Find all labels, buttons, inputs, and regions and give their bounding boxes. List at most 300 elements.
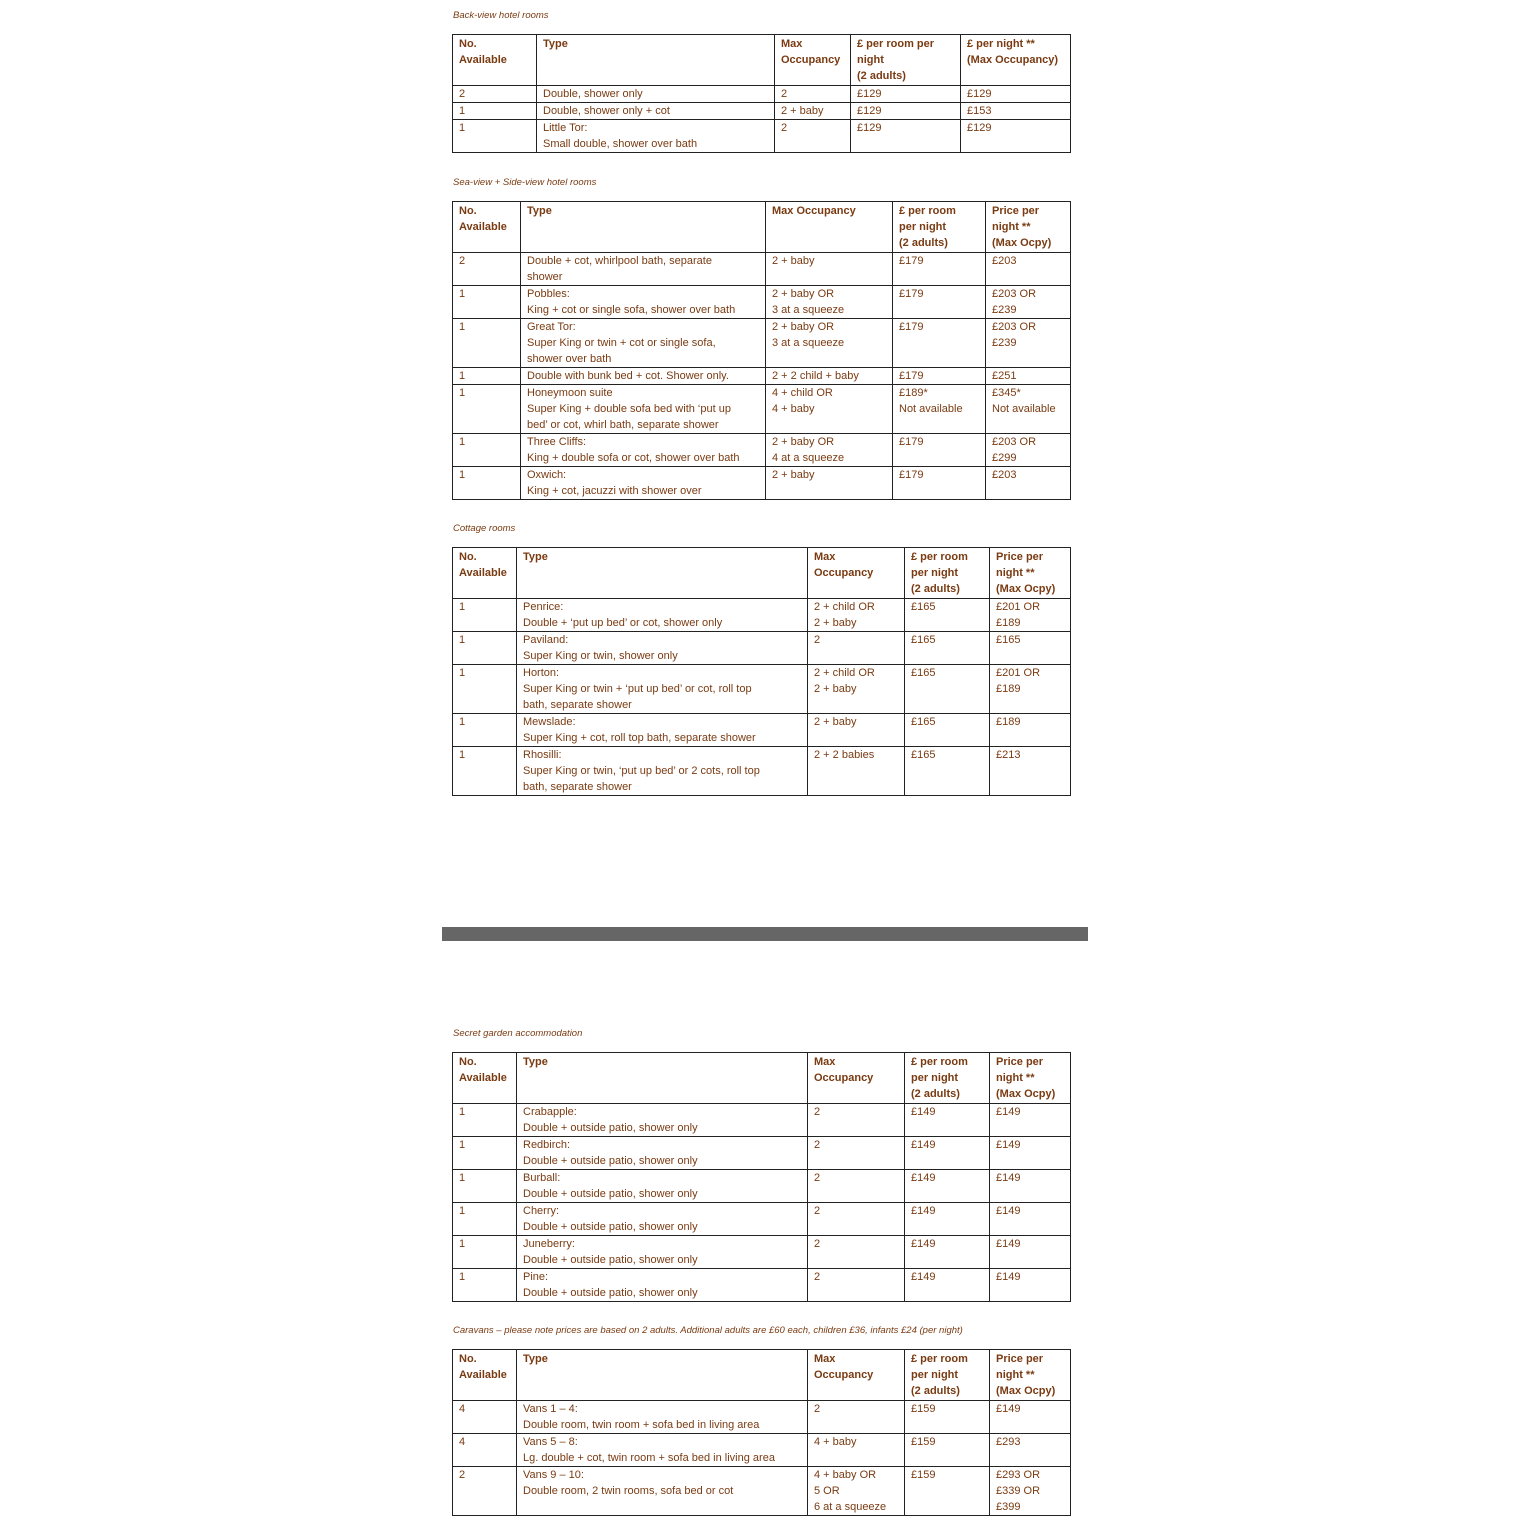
header-price-2-adults	[851, 35, 961, 86]
cell-line: 1	[459, 716, 466, 728]
cell-price-2-adults	[893, 319, 986, 368]
table-row	[453, 368, 1071, 385]
cell-price-2-adults	[905, 1401, 990, 1434]
cell-line: Double + ‘put up bed’ or cot, shower only	[523, 617, 723, 629]
cell-line: Double + cot, whirlpool bath, separate	[527, 255, 712, 267]
cell-available	[453, 1203, 517, 1236]
cell-line: 2	[781, 122, 788, 134]
cell-type	[521, 253, 766, 286]
header-type	[537, 35, 775, 86]
cell-line: £179	[899, 436, 924, 448]
cell-line: 1	[459, 1271, 466, 1283]
cell-type	[517, 1203, 808, 1236]
cell-line: Double + outside patio, shower only	[523, 1155, 698, 1167]
cell-line: 2	[459, 255, 466, 267]
cell-occupancy	[808, 632, 905, 665]
cell-line: £165	[911, 667, 936, 679]
cell-price-2-adults	[893, 434, 986, 467]
table-row	[453, 434, 1071, 467]
cell-occupancy	[808, 1170, 905, 1203]
cell-line: £159	[911, 1436, 936, 1448]
header-available	[453, 1350, 517, 1401]
header-occupancy	[808, 1350, 905, 1401]
cell-line: 2 + baby	[814, 683, 857, 695]
cell-occupancy	[808, 1401, 905, 1434]
cell-line: (2 adults)	[911, 1088, 960, 1100]
cell-available	[453, 120, 537, 153]
cell-line: night **	[996, 567, 1035, 579]
header-price-max	[990, 548, 1071, 599]
cell-line: £129	[967, 88, 992, 100]
cell-line: £251	[992, 370, 1017, 382]
cell-line: 1	[459, 749, 466, 761]
cell-line: 6 at a squeeze	[814, 1501, 887, 1513]
cell-line: £203	[992, 255, 1017, 267]
cell-type	[517, 1467, 808, 1516]
cell-line: 1	[459, 1238, 466, 1250]
cell-line: shower over bath	[527, 353, 612, 365]
cell-line: 2 + baby	[781, 105, 824, 117]
cell-line: 1	[459, 370, 466, 382]
cell-line: 3 at a squeeze	[772, 337, 845, 349]
cell-price-max	[990, 1269, 1071, 1302]
cell-price-max	[990, 1203, 1071, 1236]
cell-line: £203 OR	[992, 321, 1037, 333]
cell-price-2-adults	[893, 286, 986, 319]
caravans-caption: Caravans – please note prices are based on 2 adults. Additional adults are £60 each, children £36, infants £24 (per night)	[453, 1325, 963, 1336]
cell-line: £203 OR	[992, 436, 1037, 448]
cell-line: Rhosilli:	[523, 749, 562, 761]
cell-type	[521, 385, 766, 434]
cell-line: Super King + double sofa bed with ‘put up	[527, 403, 731, 415]
cell-occupancy	[775, 86, 851, 103]
cell-line: 1	[459, 387, 466, 399]
cell-line: bath, separate shower	[523, 781, 632, 793]
cell-line: Type	[523, 1056, 548, 1068]
cell-line: 2	[814, 1106, 821, 1118]
cell-type	[517, 1434, 808, 1467]
cell-line: King + double sofa or cot, shower over bath	[527, 452, 740, 464]
cell-line: Super King or twin + ‘put up bed’ or cot, roll top	[523, 683, 752, 695]
cell-line: bed’ or cot, whirl bath, separate shower	[527, 419, 719, 431]
cell-line: 2 + 2 child + baby	[772, 370, 859, 382]
cell-line: Paviland:	[523, 634, 569, 646]
cell-price-max	[986, 253, 1071, 286]
cell-line: £165	[911, 601, 936, 613]
cell-line: 1	[459, 1106, 466, 1118]
cell-line: Super King or twin + cot or single sofa,	[527, 337, 716, 349]
cell-line: 1	[459, 288, 466, 300]
cell-line: £165	[911, 634, 936, 646]
cell-price-max	[990, 747, 1071, 796]
cell-price-max	[961, 120, 1071, 153]
back-view-rooms-caption: Back-view hotel rooms	[453, 10, 549, 21]
cell-line: £213	[996, 749, 1021, 761]
table-header-row	[453, 548, 1071, 599]
cell-line: £149	[996, 1271, 1021, 1283]
cell-type	[521, 368, 766, 385]
cell-line: £149	[911, 1106, 936, 1118]
table-row	[453, 599, 1071, 632]
cell-line: (2 adults)	[857, 70, 906, 82]
cell-line: Max	[781, 38, 803, 50]
header-available	[453, 202, 521, 253]
cell-line: night **	[996, 1072, 1035, 1084]
cell-line: No.	[459, 1353, 477, 1365]
cell-available	[453, 714, 517, 747]
table-row	[453, 286, 1071, 319]
cell-line: Available	[459, 567, 507, 579]
cell-line: No.	[459, 1056, 477, 1068]
cell-line: 2 + baby OR	[772, 288, 835, 300]
cell-price-2-adults	[905, 1467, 990, 1516]
cell-line: Occupancy	[814, 1369, 874, 1381]
table-row	[453, 103, 1071, 120]
cell-line: £ per room	[911, 551, 968, 563]
cell-price-2-adults	[893, 253, 986, 286]
cell-line: 2 + baby	[772, 255, 815, 267]
cell-line: Price per	[996, 1353, 1044, 1365]
cell-available	[453, 286, 521, 319]
cell-type	[521, 286, 766, 319]
header-occupancy	[775, 35, 851, 86]
cell-price-max	[990, 714, 1071, 747]
cell-line: 1	[459, 634, 466, 646]
cell-line: £293 OR	[996, 1469, 1041, 1481]
cell-line: No.	[459, 38, 477, 50]
cell-line: Honeymoon suite	[527, 387, 613, 399]
cell-available	[453, 1434, 517, 1467]
cell-line: 1	[459, 1172, 466, 1184]
cell-line: (2 adults)	[911, 1385, 960, 1397]
cell-occupancy	[808, 665, 905, 714]
cell-line: 2 + baby	[772, 469, 815, 481]
cell-line: Super King or twin, shower only	[523, 650, 678, 662]
secret-garden-caption: Secret garden accommodation	[453, 1028, 583, 1039]
cell-price-2-adults	[905, 1137, 990, 1170]
cell-line: 2	[814, 1271, 821, 1283]
cell-line: 1	[459, 601, 466, 613]
cell-line: £159	[911, 1469, 936, 1481]
header-price-max	[990, 1053, 1071, 1104]
cell-line: 4 + baby	[772, 403, 815, 415]
cell-line: £129	[857, 105, 882, 117]
cell-price-2-adults	[851, 120, 961, 153]
cell-line: £239	[992, 337, 1017, 349]
table-row	[453, 319, 1071, 368]
cell-line: £149	[911, 1205, 936, 1217]
cell-line: per night	[911, 567, 959, 579]
cell-occupancy	[766, 286, 893, 319]
cell-line: Horton:	[523, 667, 560, 679]
table-row	[453, 1467, 1071, 1516]
cell-line: £189	[996, 617, 1021, 629]
cell-line: Crabapple:	[523, 1106, 577, 1118]
cell-line: £189	[996, 683, 1021, 695]
cell-line: Super King + cot, roll top bath, separate shower	[523, 732, 756, 744]
cell-line: 2	[814, 1205, 821, 1217]
cell-line: £149	[911, 1139, 936, 1151]
cell-line: £ per room	[911, 1353, 968, 1365]
cell-line: Pine:	[523, 1271, 549, 1283]
cell-line: Little Tor:	[543, 122, 588, 134]
cell-line: Max	[814, 551, 836, 563]
cell-price-max	[990, 665, 1071, 714]
cell-line: Double, shower only	[543, 88, 643, 100]
cell-line: Type	[543, 38, 568, 50]
cell-available	[453, 599, 517, 632]
cell-line: £149	[911, 1238, 936, 1250]
cell-line: £153	[967, 105, 992, 117]
cell-line: night **	[996, 1369, 1035, 1381]
cell-line: £165	[911, 749, 936, 761]
page-divider-bar	[442, 927, 1088, 941]
cell-line: 2 + baby	[814, 617, 857, 629]
cell-price-2-adults	[851, 86, 961, 103]
cell-line: Double with bunk bed + cot. Shower only.	[527, 370, 729, 382]
cell-line: £149	[996, 1403, 1021, 1415]
cell-line: Double room, 2 twin rooms, sofa bed or cot	[523, 1485, 734, 1497]
cell-occupancy	[766, 434, 893, 467]
cell-line: 2	[814, 1139, 821, 1151]
secret-garden-table	[452, 1052, 1071, 1302]
cell-line: Juneberry:	[523, 1238, 575, 1250]
table-row	[453, 747, 1071, 796]
cell-line: £179	[899, 469, 924, 481]
cell-line: 2 + 2 babies	[814, 749, 875, 761]
cell-line: £293	[996, 1436, 1021, 1448]
cell-line: £149	[996, 1139, 1021, 1151]
table-row	[453, 385, 1071, 434]
header-price-2-adults	[905, 1053, 990, 1104]
cell-occupancy	[766, 467, 893, 500]
table-row	[453, 1401, 1071, 1434]
cell-price-2-adults	[905, 1170, 990, 1203]
cell-line: King + cot or single sofa, shower over bath	[527, 304, 736, 316]
cell-type	[521, 319, 766, 368]
cell-line: £189*	[899, 387, 928, 399]
cell-line: Vans 1 – 4:	[523, 1403, 578, 1415]
cell-line: £345*	[992, 387, 1021, 399]
cell-line: Redbirch:	[523, 1139, 571, 1151]
cell-line: Oxwich:	[527, 469, 567, 481]
table-row	[453, 120, 1071, 153]
cell-line: (Max Ocpy)	[992, 237, 1052, 249]
cell-line: £149	[911, 1271, 936, 1283]
cell-price-max	[990, 1434, 1071, 1467]
cell-line: 4 + baby OR	[814, 1469, 877, 1481]
cell-price-max	[990, 1104, 1071, 1137]
cell-occupancy	[808, 599, 905, 632]
cell-line: £339 OR	[996, 1485, 1041, 1497]
header-price-2-adults	[893, 202, 986, 253]
cell-type	[537, 86, 775, 103]
cell-line: £203	[992, 469, 1017, 481]
cell-line: Three Cliffs:	[527, 436, 587, 448]
cell-price-2-adults	[893, 467, 986, 500]
cell-line: (Max Ocpy)	[996, 583, 1056, 595]
cell-line: (Max Ocpy)	[996, 1385, 1056, 1397]
cell-line: 1	[459, 469, 466, 481]
cell-line: £149	[996, 1172, 1021, 1184]
cell-type	[537, 103, 775, 120]
cell-occupancy	[766, 319, 893, 368]
cell-line: 1	[459, 122, 466, 134]
cell-line: £ per night **	[967, 38, 1035, 50]
cell-price-2-adults	[905, 599, 990, 632]
cell-line: Available	[459, 1072, 507, 1084]
cell-line: per night	[899, 221, 947, 233]
cell-line: 1	[459, 436, 466, 448]
cell-occupancy	[766, 368, 893, 385]
cell-line: Occupancy	[814, 567, 874, 579]
table-row	[453, 1236, 1071, 1269]
cell-line: £149	[996, 1238, 1021, 1250]
cell-available	[453, 467, 521, 500]
cell-line: Type	[523, 551, 548, 563]
cell-occupancy	[766, 385, 893, 434]
cell-line: £129	[857, 122, 882, 134]
cell-line: £129	[857, 88, 882, 100]
cell-line: Penrice:	[523, 601, 564, 613]
header-type	[521, 202, 766, 253]
cell-line: 2 + baby	[814, 716, 857, 728]
cell-line: 4 + baby	[814, 1436, 857, 1448]
cell-line: 4 at a squeeze	[772, 452, 845, 464]
cell-available	[453, 368, 521, 385]
cell-price-max	[961, 86, 1071, 103]
cell-price-max	[986, 467, 1071, 500]
cell-price-2-adults	[905, 665, 990, 714]
cell-line: Pobbles:	[527, 288, 570, 300]
cell-line: No.	[459, 551, 477, 563]
cell-line: 1	[459, 321, 466, 333]
cell-line: 4	[459, 1403, 466, 1415]
cell-line: Price per	[996, 551, 1044, 563]
header-occupancy	[808, 548, 905, 599]
cell-price-max	[990, 599, 1071, 632]
cell-line: 2 + child OR	[814, 667, 875, 679]
caravans-table	[452, 1349, 1071, 1516]
cell-type	[521, 467, 766, 500]
table-header-row	[453, 202, 1071, 253]
cell-line: Double, shower only + cot	[543, 105, 670, 117]
cell-price-max	[986, 319, 1071, 368]
cell-line: Max Occupancy	[772, 205, 856, 217]
header-price-2-adults	[905, 1350, 990, 1401]
header-price-max	[986, 202, 1071, 253]
cell-line: Lg. double + cot, twin room + sofa bed in living area	[523, 1452, 775, 1464]
sea-view-rooms-table	[452, 201, 1071, 500]
cell-type	[521, 434, 766, 467]
cell-line: £239	[992, 304, 1017, 316]
table-row	[453, 1434, 1071, 1467]
cell-line: Double room, twin room + sofa bed in living area	[523, 1419, 760, 1431]
header-price-2-adults	[905, 548, 990, 599]
header-price-max	[990, 1350, 1071, 1401]
header-type	[517, 1350, 808, 1401]
cell-line: Double + outside patio, shower only	[523, 1221, 698, 1233]
cell-type	[517, 1137, 808, 1170]
cell-line: 2	[814, 1172, 821, 1184]
cell-line: 1	[459, 1139, 466, 1151]
cell-line: £189	[996, 716, 1021, 728]
header-price-max	[961, 35, 1071, 86]
cell-type	[517, 1104, 808, 1137]
cell-line: Available	[459, 1369, 507, 1381]
cell-type	[517, 714, 808, 747]
cell-line: Mewslade:	[523, 716, 576, 728]
cell-line: Type	[527, 205, 552, 217]
cell-line: 5 OR	[814, 1485, 840, 1497]
cell-line: Available	[459, 54, 507, 66]
cell-available	[453, 1401, 517, 1434]
cell-price-2-adults	[893, 385, 986, 434]
cell-line: Small double, shower over bath	[543, 138, 698, 150]
header-available	[453, 548, 517, 599]
cell-line: £ per room	[911, 1056, 968, 1068]
cell-line: £129	[967, 122, 992, 134]
cell-line: (Max Occupancy)	[967, 54, 1059, 66]
table-row	[453, 665, 1071, 714]
table-row	[453, 1269, 1071, 1302]
cell-line: Double + outside patio, shower only	[523, 1122, 698, 1134]
cell-type	[517, 632, 808, 665]
cell-price-2-adults	[905, 1203, 990, 1236]
cell-line: Not available	[992, 403, 1056, 415]
cell-available	[453, 434, 521, 467]
cell-occupancy	[808, 1434, 905, 1467]
cell-line: Super King or twin, ‘put up bed’ or 2 cots, roll top	[523, 765, 760, 777]
table-row	[453, 1104, 1071, 1137]
cell-line: King + cot, jacuzzi with shower over	[527, 485, 702, 497]
table-row	[453, 714, 1071, 747]
cell-price-max	[990, 1467, 1071, 1516]
cell-type	[517, 599, 808, 632]
cell-available	[453, 253, 521, 286]
table-row	[453, 86, 1071, 103]
cell-line: £149	[996, 1205, 1021, 1217]
cell-occupancy	[775, 103, 851, 120]
cell-line: £ per room per	[857, 38, 935, 50]
cell-available	[453, 1137, 517, 1170]
cell-line: 2 + baby OR	[772, 321, 835, 333]
cell-available	[453, 385, 521, 434]
cell-line: (Max Ocpy)	[996, 1088, 1056, 1100]
cell-type	[517, 1170, 808, 1203]
cell-available	[453, 1236, 517, 1269]
cell-available	[453, 1104, 517, 1137]
cell-line: £201 OR	[996, 601, 1041, 613]
cell-line: £203 OR	[992, 288, 1037, 300]
cell-line: 4	[459, 1436, 466, 1448]
cell-available	[453, 1170, 517, 1203]
cell-line: Burball:	[523, 1172, 561, 1184]
cell-price-2-adults	[905, 1236, 990, 1269]
cell-price-2-adults	[905, 1434, 990, 1467]
table-row	[453, 467, 1071, 500]
cell-line: £165	[911, 716, 936, 728]
cell-line: night	[857, 54, 884, 66]
cell-line: 3 at a squeeze	[772, 304, 845, 316]
cell-type	[517, 1269, 808, 1302]
cell-line: 2 + baby OR	[772, 436, 835, 448]
cell-line: (2 adults)	[911, 583, 960, 595]
cell-line: Double + outside patio, shower only	[523, 1287, 698, 1299]
cell-available	[453, 103, 537, 120]
cell-line: 2	[814, 634, 821, 646]
cell-line: 1	[459, 667, 466, 679]
